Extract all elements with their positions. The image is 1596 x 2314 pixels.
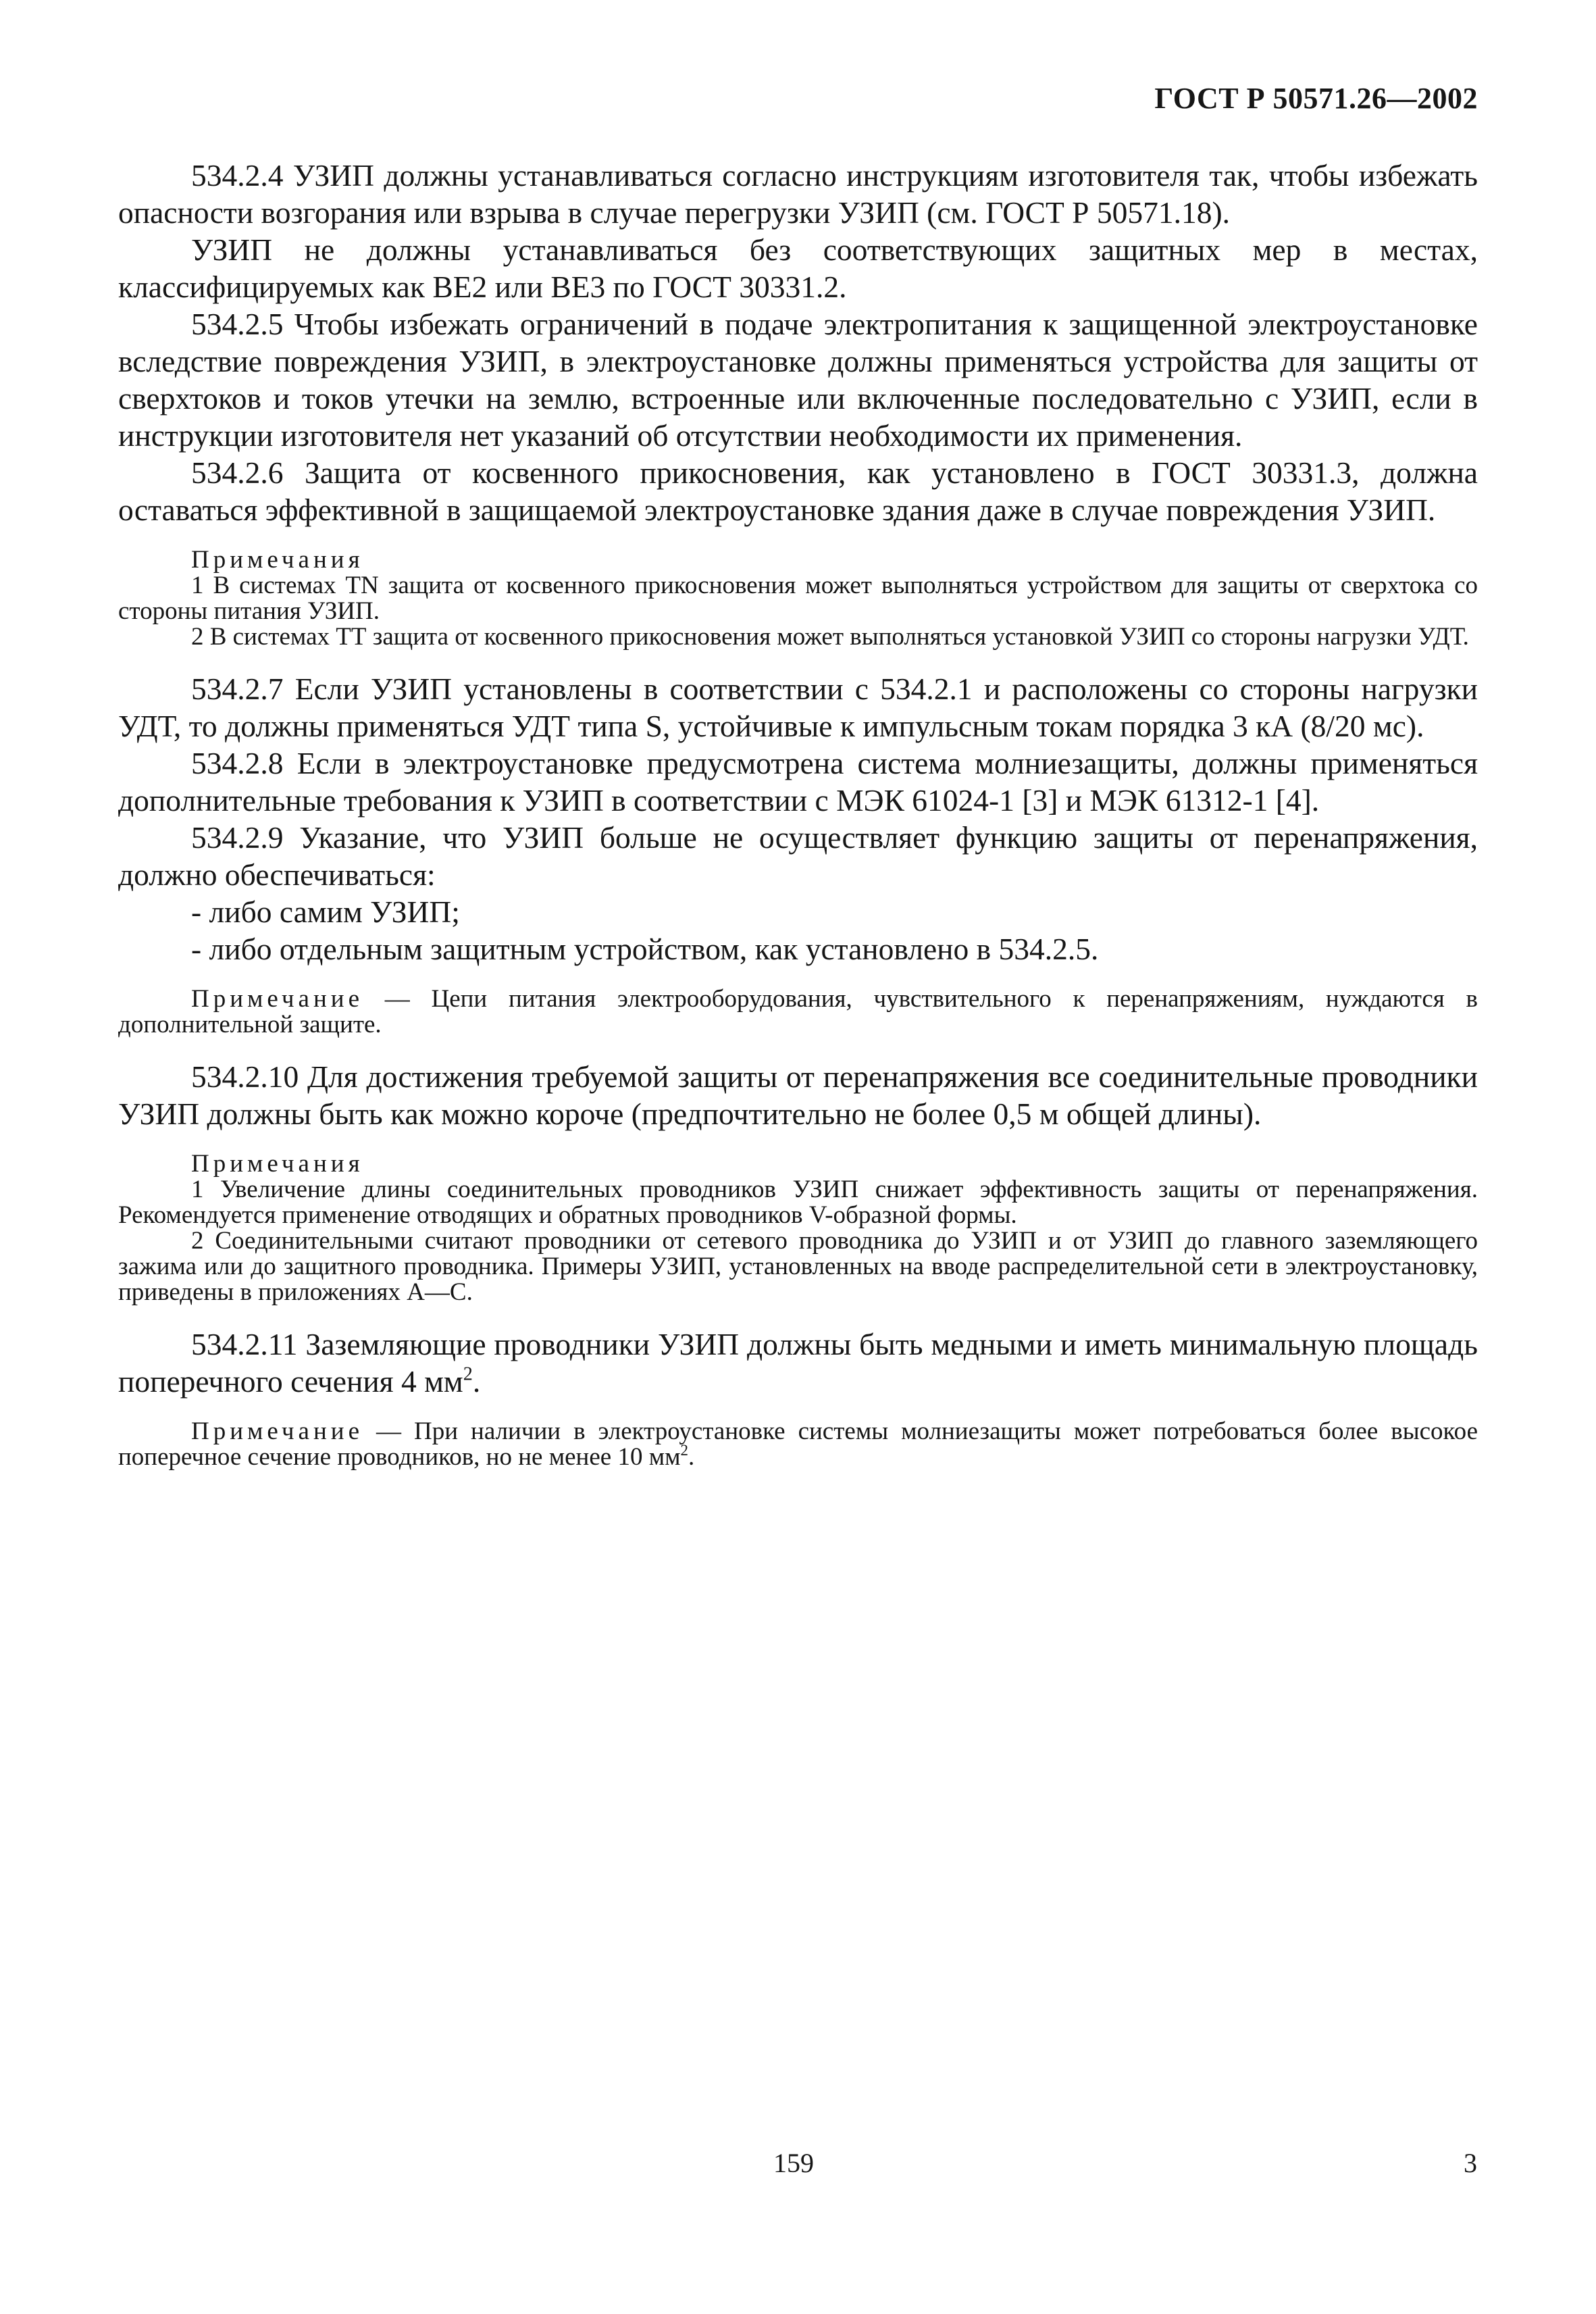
document-body <box>118 157 1478 1470</box>
document-designation: ГОСТ Р 50571.26—2002 <box>1154 82 1478 115</box>
sheet-number: 3 <box>1464 2148 1477 2178</box>
note <box>118 1419 1478 1470</box>
page-number: 159 <box>773 2148 814 2178</box>
note-item: 1 Увеличение длины соединительных проводников УЗИП снижает эффективность защиты от перенапряжения. Рекомендуется применение отводящих и обратных проводников V-образной формы. <box>118 1176 1478 1229</box>
paragraph-534-2-6: 534.2.6 Защита от косвенного прикосновения, как установлено в ГОСТ 30331.3, должна оставаться эффективной в защищаемой электроустановке здания даже в случае повреждения УЗИП. <box>118 455 1478 527</box>
note-item: 2 Соединительными считают проводники от сетевого проводника до УЗИП и от УЗИП до главного заземляющего зажима или до защитного проводника. Примеры УЗИП, установленных на вводе распределительной сети в электроустановку, приведены в приложениях А—С. <box>118 1227 1478 1306</box>
paragraph-text: 534.2.11 Заземляющие проводники УЗИП должны быть медными и иметь минимальную площадь поперечного сечения 4 мм <box>118 1327 1478 1399</box>
superscript: 2 <box>680 1441 688 1459</box>
note <box>118 986 1478 1038</box>
paragraph-end: . <box>472 1364 481 1399</box>
note-label: Примечание <box>191 985 363 1013</box>
superscript: 2 <box>463 1363 473 1385</box>
paragraph-534-2-9: 534.2.9 Указание, что УЗИП больше не осуществляет функцию защиты от перенапряжения, должно обеспечиваться: <box>118 820 1478 892</box>
paragraph-534-2-10: 534.2.10 Для достижения требуемой защиты от перенапряжения все соединительные проводники УЗИП должны быть как можно короче (предпочтительно не более 0,5 м общей длины). <box>118 1059 1478 1131</box>
note-end: . <box>688 1443 695 1471</box>
paragraph-534-2-11 <box>118 1326 1478 1400</box>
list-item: - либо отдельным защитным устройством, как установлено в 534.2.5. <box>191 932 1099 966</box>
note-text: — Цепи питания электрооборудования, чувствительного к перенапряжениям, нуждаются в дополнительной защите. <box>118 985 1478 1038</box>
note-label: Примечание <box>191 1417 363 1445</box>
note-text: — При наличии в электроустановке системы молниезащиты может потребоваться более высокое поперечное сечение проводников, но не менее 10 мм <box>118 1417 1478 1471</box>
paragraph-534-2-4: 534.2.4 УЗИП должны устанавливаться согласно инструкциям изготовителя так, чтобы избежать опасности возгорания или взрыва в случае перегрузки УЗИП (см. ГОСТ Р 50571.18). <box>118 158 1478 230</box>
notes-heading: Примечания <box>191 1150 364 1178</box>
paragraph-534-2-7: 534.2.7 Если УЗИП установлены в соответствии с 534.2.1 и расположены со стороны нагрузки УДТ, то должны применяться УДТ типа S, устойчивые к импульсным токам порядка 3 кА (8/20 мс). <box>118 672 1478 743</box>
paragraph-534-2-8: 534.2.8 Если в электроустановке предусмотрена система молниезащиты, должны применяться дополнительные требования к УЗИП в соответствии с МЭК 61024-1 [3] и МЭК 61312-1 [4]. <box>118 746 1478 818</box>
note-item: 1 В системах TN защита от косвенного прикосновения может выполняться устройством для защиты от сверхтока со стороны питания УЗИП. <box>118 572 1478 625</box>
paragraph-uzip-be: УЗИП не должны устанавливаться без соответствующих защитных мер в местах, классифицируемых как ВЕ2 или ВЕ3 по ГОСТ 30331.2. <box>118 232 1478 304</box>
note-item: 2 В системах ТТ защита от косвенного прикосновения может выполняться установкой УЗИП со стороны нагрузки УДТ. <box>191 623 1469 651</box>
notes-heading: Примечания <box>191 546 364 574</box>
paragraph-534-2-5: 534.2.5 Чтобы избежать ограничений в подаче электропитания к защищенной электроустановке вследствие повреждения УЗИП, в электроустановке должны применяться устройства для защиты от сверхтоков и токов утечки на землю, встроенные или включенные последовательно с УЗИП, если в инструкции изготовителя нет указаний об отсутствии необходимости их применения. <box>118 307 1478 453</box>
list-item: - либо самим УЗИП; <box>191 895 460 929</box>
